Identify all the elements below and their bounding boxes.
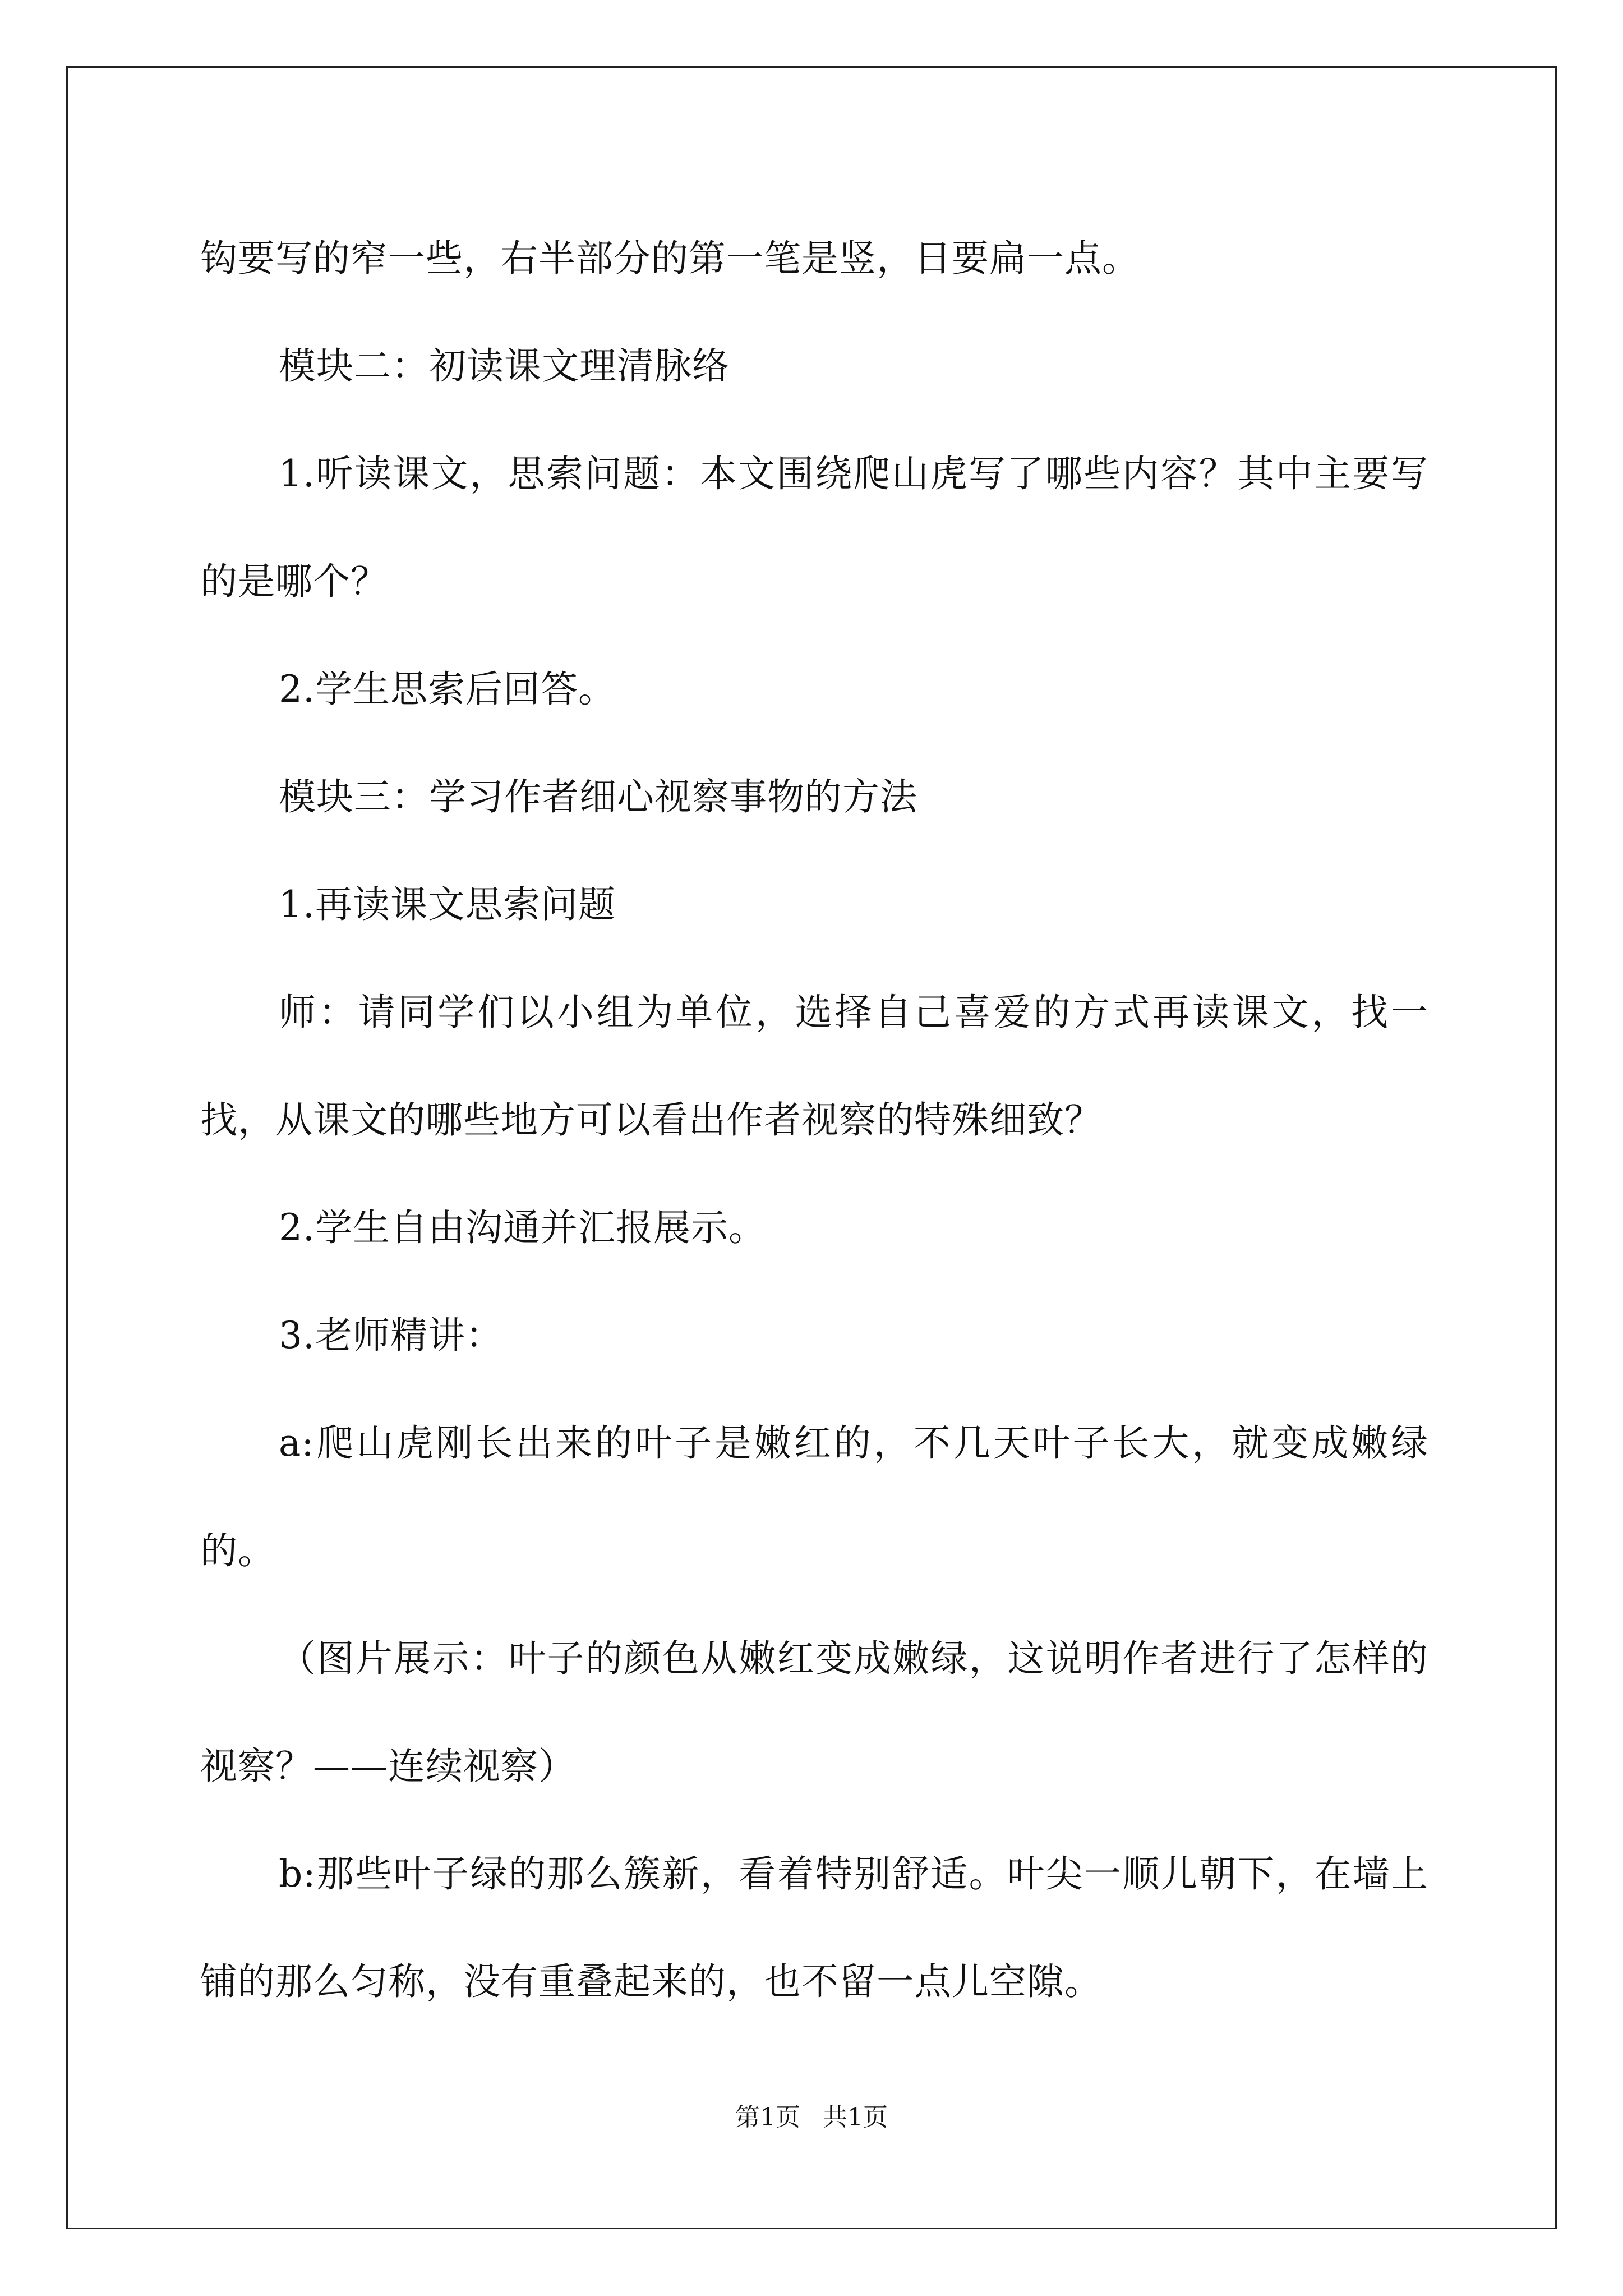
paragraph: 3.老师精讲： bbox=[279, 1314, 503, 1357]
paragraph: 钩要写的窄一些，右半部分的第一笔是竖，日要扁一点。 bbox=[200, 237, 1140, 280]
page-total: 共1页 bbox=[823, 2103, 888, 2132]
paragraph: b:那些叶子绿的那么簇新，看着特别舒适。叶尖一顺儿朝下，在墙上铺的那么匀称，没有重叠起来的，也不留一点儿空隙。 bbox=[200, 1852, 1428, 2003]
paragraph: 模块二：初读课文理清脉络 bbox=[279, 344, 730, 388]
paragraph: 1.听读课文，思索问题：本文围绕爬山虎写了哪些内容？其中主要写的是哪个？ bbox=[200, 452, 1428, 603]
paragraph: 师：请同学们以小组为单位，选择自己喜爱的方式再读课文，找一找，从课文的哪些地方可以看出作者视察的特殊细致？ bbox=[200, 991, 1428, 1142]
page-number: 第1页 bbox=[735, 2103, 800, 2132]
page-footer bbox=[0, 2101, 1623, 2134]
paragraph: 2.学生思索后回答。 bbox=[279, 668, 616, 711]
document-body bbox=[200, 205, 1428, 2036]
paragraph: 模块三：学习作者细心视察事物的方法 bbox=[279, 775, 917, 818]
paragraph: a:爬山虎刚长出来的叶子是嫩红的，不几天叶子长大，就变成嫩绿的。 bbox=[200, 1421, 1428, 1572]
paragraph: 1.再读课文思索问题 bbox=[279, 883, 616, 926]
paragraph: （图片展示：叶子的颜色从嫩红变成嫩绿，这说明作者进行了怎样的视察？——连续视察） bbox=[200, 1637, 1428, 1788]
paragraph: 2.学生自由沟通并汇报展示。 bbox=[279, 1206, 766, 1249]
